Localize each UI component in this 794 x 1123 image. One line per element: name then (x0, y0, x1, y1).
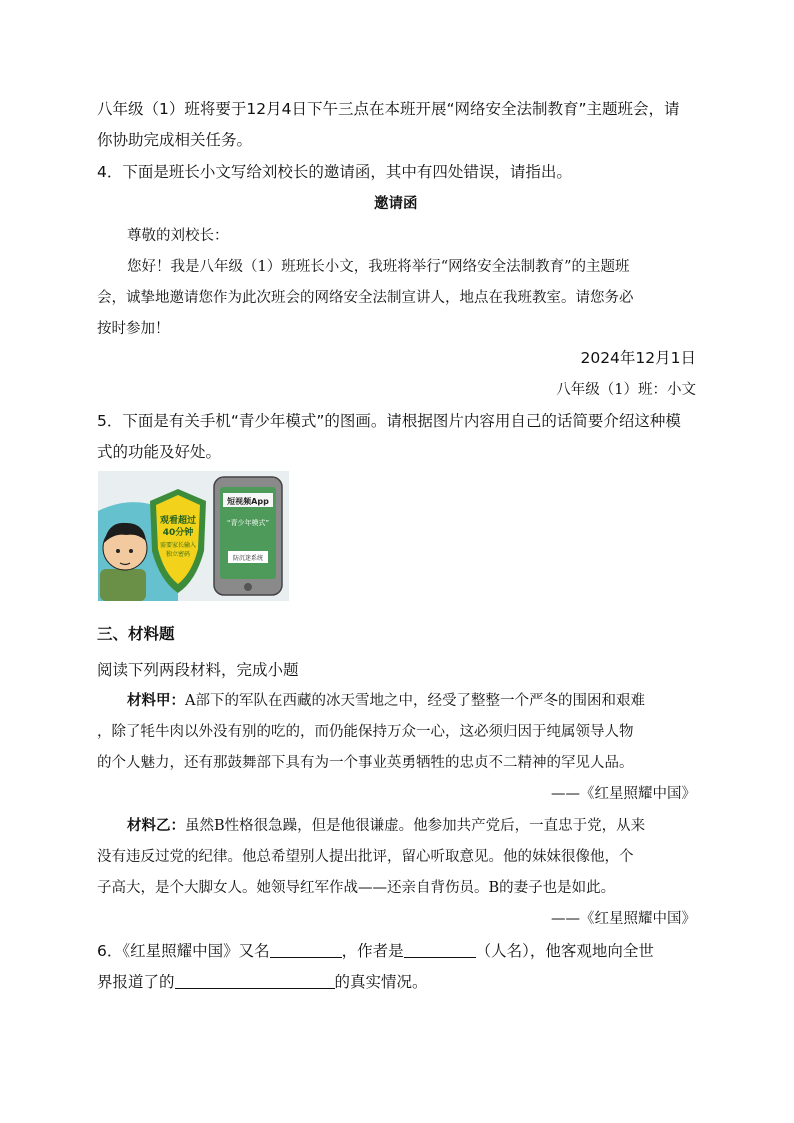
phone-button-label: 防沉迷系统 (232, 555, 264, 562)
material-a-line-1 (127, 689, 645, 710)
material-b-line-2: 没有违反过党的纪律。他总希望别人提出批评，留心听取意见。他的妹妹很像他，个 (97, 849, 634, 865)
material-a-label: 材料甲： (127, 692, 185, 709)
shield-text-3: 需要家长输入 (159, 542, 197, 549)
phone-mode-label: “青少年模式” (226, 519, 270, 527)
intro-line-2: 你协助完成相关任务。 (97, 131, 253, 149)
material-a-text-1: A部下的军队在西藏的冰天雪地之中，经受了整整一个严冬的围困和艰难 (185, 693, 645, 709)
phone-icon (214, 477, 282, 595)
material-b-line-3: 子高大，是个大脚女人。她领导红军作战——还亲自背伤员。B的妻子也是如此。 (97, 880, 616, 896)
question-4-prompt: 4．下面是班长小文写给刘校长的邀请函，其中有四处错误，请指出。 (97, 163, 572, 181)
answer-blank-alt-name[interactable] (270, 942, 342, 958)
material-b-label: 材料乙： (127, 817, 185, 834)
material-b-text-1: 虽然B性格很急躁，但是他很谦虚。他参加共产党后，一直忠于党，从来 (185, 818, 646, 834)
shield-text-2: 40分钟 (162, 528, 194, 538)
letter-title: 邀请函 (374, 195, 418, 212)
question-5-prompt-line-1: 5．下面是有关手机“青少年模式”的图画。请根据图片内容用自己的话简要介绍这种模 (97, 412, 681, 430)
phone-app-label: 短视频App (227, 497, 269, 506)
letter-date: 2024年12月1日 (580, 349, 696, 367)
section-3-instruction: 阅读下列两段材料，完成小题 (97, 661, 299, 679)
material-a-source: ——《红星照耀中国》 (551, 786, 696, 802)
material-b-source: ——《红星照耀中国》 (551, 911, 696, 927)
letter-body-line-1: 您好！我是八年级（1）班班长小文，我班将举行“网络安全法制教育”的主题班 (127, 259, 630, 275)
letter-signature: 八年级（1）班：小文 (556, 382, 696, 398)
answer-blank-author[interactable] (404, 942, 476, 958)
shield-text-4: 独立密码 (165, 551, 191, 558)
question-6-line-1: 6．《红星照耀中国》又名 ，作者是 （人名），他客观地向全世 (97, 942, 654, 960)
teen-mode-illustration (98, 471, 289, 601)
letter-body-line-2: 会，诚挚地邀请您作为此次班会的网络安全法制宣讲人，地点在我班教室。请您务必 (97, 290, 634, 306)
letter-salutation: 尊敬的刘校长： (127, 228, 229, 244)
answer-blank-report[interactable] (175, 973, 335, 989)
question-5-prompt-line-2: 式的功能及好处。 (97, 443, 222, 461)
material-a-line-3: 的个人魅力，还有那鼓舞部下具有为一个事业英勇牺牲的忠贞不二精神的罕见人品。 (97, 755, 634, 771)
material-b-line-1 (127, 814, 645, 835)
section-3-heading: 三、材料题 (97, 625, 175, 643)
question-6-line-2: 界报道了的 的真实情况。 (97, 973, 428, 991)
intro-line-1: 八年级（1）班将要于12月4日下午三点在本班开展“网络安全法制教育”主题班会，请 (97, 100, 680, 118)
shield-text-1: 观看超过 (159, 516, 197, 526)
letter-body-line-3: 按时参加！ (97, 321, 170, 337)
material-a-line-2: ，除了牦牛肉以外没有别的吃的，而仍能保持万众一心，这必须归因于纯属领导人物 (97, 724, 634, 740)
